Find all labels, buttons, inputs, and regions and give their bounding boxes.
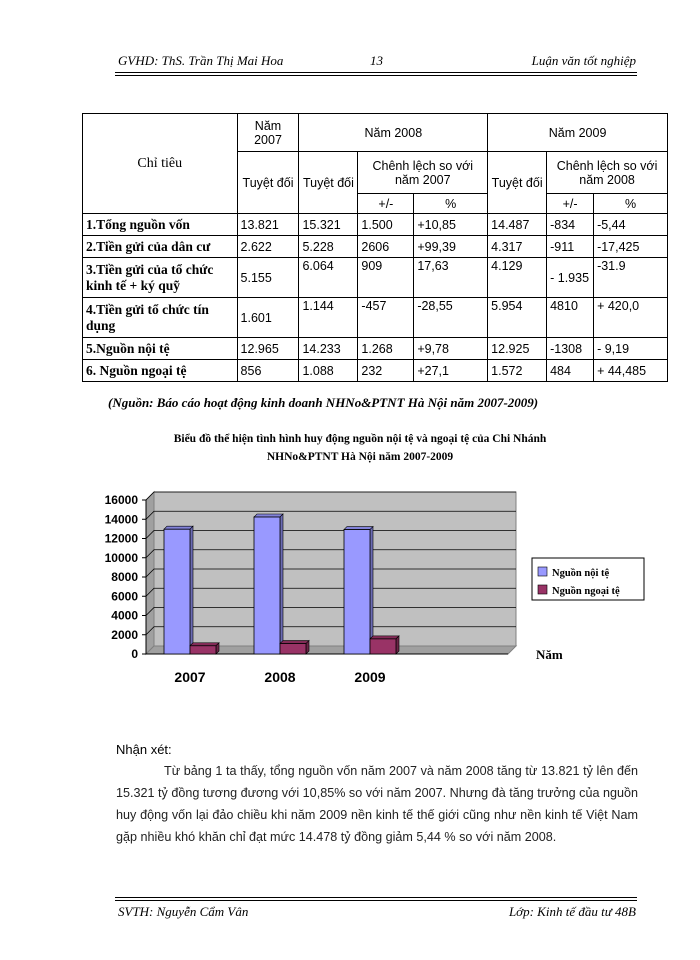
col-header-abs-2007: Tuyệt đối [237,152,299,214]
table-row [83,214,668,236]
cell: 4.317 [488,236,547,258]
legend-swatch [538,585,547,594]
cell: +99,39 [414,236,488,258]
bar-top [190,643,219,646]
bar-top [344,527,373,530]
cell: 5.228 [299,236,358,258]
cell: 6.064 [299,258,358,298]
cell: -1308 [547,338,594,360]
y-tick-label: 14000 [104,512,138,527]
bar-nguồn-ngoại-tệ-2008 [280,644,306,654]
chart-title-line-2: NHNo&PTNT Hà Nội năm 2007-2009 [266,451,454,463]
y-tick-label: 2000 [111,627,138,642]
cell: 1.268 [358,338,414,360]
cell: -31.9 [594,258,668,298]
cell: 5.954 [488,298,547,338]
table-row [83,338,668,360]
capital-table [82,113,668,382]
footer-rule [115,897,637,898]
table-source: (Nguồn: Báo cáo hoạt động kinh doanh NHNo&PTNT Hà Nội năm 2007-2009) [108,395,539,410]
cell: 14.487 [488,214,547,236]
x-tick-label: 2009 [354,669,386,685]
row-label: 6. Nguồn ngoại tệ [83,360,238,382]
cell: 232 [358,360,414,382]
col-header-pm-2009: +/- [547,194,594,214]
chart-title [110,430,610,466]
legend-label: Nguồn ngoại tệ [552,586,620,597]
bar-nguồn-ngoại-tệ-2007 [190,646,216,654]
cell: 2606 [358,236,414,258]
page-header [118,51,636,71]
table-row [83,258,668,298]
x-tick-label: 2007 [174,669,206,685]
cell: 1.088 [299,360,358,382]
y-tick-label: 6000 [111,589,138,604]
cell: -5,44 [594,214,668,236]
y-tick-label: 8000 [111,570,138,584]
cell: + 44,485 [594,360,668,382]
table-row [83,298,668,338]
row-label: 2.Tiền gửi của dân cư [83,236,238,258]
bar-side [396,636,399,654]
cell: +27,1 [414,360,488,382]
header-rule-2 [115,75,637,76]
row-label: 1.Tổng nguồn vốn [83,214,238,236]
col-header-pm-2008: +/- [358,194,414,214]
cell: 17,63 [414,258,488,298]
cell: +9,78 [414,338,488,360]
cell: 2.622 [237,236,299,258]
cell: 14.233 [299,338,358,360]
cell: 4810 [547,298,594,338]
col-header-diff-2007: Chênh lệch so với năm 2007 [358,152,488,194]
header-page-number: 13 [370,53,383,68]
remark-text: Từ bảng 1 ta thấy, tổng nguồn vốn năm 2007 và năm 2008 tăng từ 13.821 tỷ lên đến 15.321 tỷ đồng tương đương với 10,85% so với năm 2007. Nhưng đà tăng trưởng của nguồn huy động vốn lại đảo chiều khi năm 2009 nền kinh tế thế giới cũng như nền kinh tế Việt Nam gặp nhiều khó khăn chỉ đạt mức 14.478 tỷ đồng giảm 5,44 % so với năm 2008. [116,764,638,844]
cell: - 1.935 [547,258,594,298]
x-tick-label: 2008 [264,669,296,685]
col-header-diff-2008: Chênh lệch so với năm 2008 [547,152,668,194]
cell: 5.155 [237,258,299,298]
header-advisor: GVHD: ThS. Trần Thị Mai Hoa [118,53,284,68]
row-label: 3.Tiền gửi của tổ chức kinh tế + ký quỹ [83,258,238,298]
bar-nguồn-nội-tệ-2007 [164,529,190,654]
cell: -457 [358,298,414,338]
legend-label: Nguồn nội tệ [552,568,610,579]
legend-swatch [538,567,547,576]
cell: -834 [547,214,594,236]
cell: 909 [358,258,414,298]
cell: +10,85 [414,214,488,236]
footer-student: SVTH: Nguyễn Cẩm Vân [118,904,249,919]
cell: + 420,0 [594,298,668,338]
cell: 12.925 [488,338,547,360]
bar-side [190,526,193,654]
bar-chart [0,480,700,740]
cell: 15.321 [299,214,358,236]
header-rule [115,72,637,73]
col-header-indicator: Chỉ tiêu [83,114,238,214]
cell: 856 [237,360,299,382]
y-tick-label: 16000 [104,493,138,507]
bar-nguồn-ngoại-tệ-2009 [370,639,396,654]
bar-top [164,526,193,529]
header-title: Luận văn tốt nghiệp [531,53,636,68]
cell: 1.500 [358,214,414,236]
cell: 1.144 [299,298,358,338]
cell: - 9,19 [594,338,668,360]
table-row [83,236,668,258]
col-header-2009: Năm 2009 [488,114,668,152]
remark-title: Nhận xét: [116,742,172,757]
cell: 4.129 [488,258,547,298]
footer-rule-2 [115,900,637,901]
x-axis-label: Năm [536,647,563,662]
col-header-abs-2009: Tuyệt đối [488,152,547,214]
bar-top [280,641,309,644]
cell: 484 [547,360,594,382]
y-tick-label: 4000 [111,608,138,623]
y-tick-label: 10000 [104,550,138,565]
cell: 13.821 [237,214,299,236]
col-header-abs-2008: Tuyệt đối [299,152,358,214]
row-label: 4.Tiền gửi tổ chức tín dụng [83,298,238,338]
bar-side [370,527,373,654]
cell: -911 [547,236,594,258]
chart-title-line-1: Biểu đồ thể hiện tình hình huy động nguồn nội tệ và ngoại tệ của Chi Nhánh [173,433,547,445]
y-tick-label: 12000 [104,531,138,546]
footer-class: Lớp: Kinh tế đầu tư 48B [508,904,636,919]
bar-top [254,514,283,517]
cell: 12.965 [237,338,299,360]
cell: -28,55 [414,298,488,338]
col-header-pct-2009: % [594,194,668,214]
cell: 1.601 [237,298,299,338]
table-row [83,360,668,382]
bar-side [280,514,283,654]
y-tick-label: 0 [131,647,138,661]
cell: -17,425 [594,236,668,258]
bar-nguồn-nội-tệ-2009 [344,530,370,654]
col-header-2007: Năm 2007 [237,114,299,152]
bar-nguồn-nội-tệ-2008 [254,517,280,654]
bar-top [370,636,399,639]
col-header-2008: Năm 2008 [299,114,488,152]
row-label: 5.Nguồn nội tệ [83,338,238,360]
col-header-pct-2008: % [414,194,488,214]
cell: 1.572 [488,360,547,382]
remark-paragraph [116,760,638,848]
